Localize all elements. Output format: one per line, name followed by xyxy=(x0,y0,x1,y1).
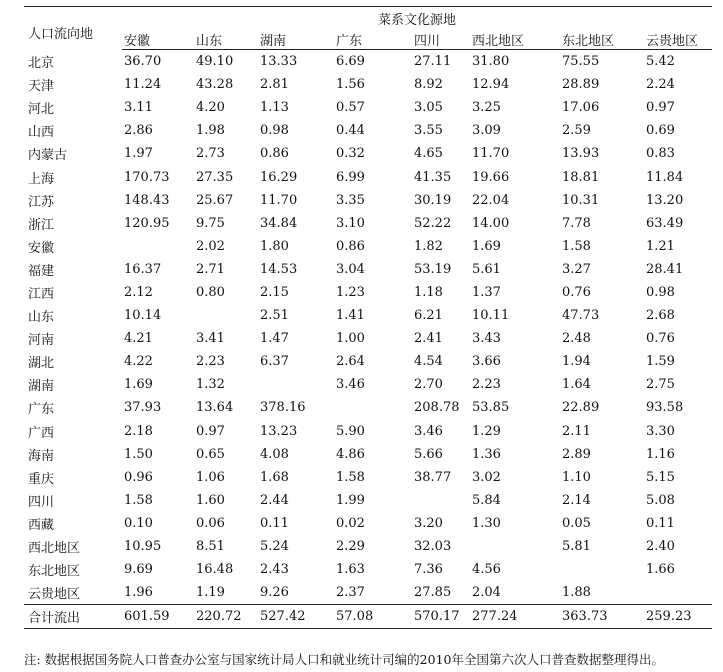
table-cell: 28.41 xyxy=(646,261,684,277)
table-cell xyxy=(334,396,412,419)
table-cell: 3.55 xyxy=(414,123,443,139)
table-cell: 1.58 xyxy=(124,492,153,508)
table-cell: 2.02 xyxy=(196,238,225,254)
table-cell xyxy=(122,235,194,258)
row-label: 湖北 xyxy=(28,356,55,372)
table-cell: 8.92 xyxy=(414,77,443,93)
table-cell: 1.23 xyxy=(336,284,365,300)
table-cell: 0.44 xyxy=(336,123,365,139)
column-header: 山东 xyxy=(194,29,258,50)
table-cell: 5.15 xyxy=(646,469,675,485)
table-cell: 1.69 xyxy=(472,238,501,254)
row-label: 河南 xyxy=(28,333,55,349)
table-cell: 1.59 xyxy=(646,354,675,370)
column-header: 安徽 xyxy=(122,29,194,50)
table-cell: 1.13 xyxy=(260,100,289,116)
row-header: 人口流向地 xyxy=(24,7,122,50)
table-cell: 1.82 xyxy=(414,238,443,254)
table-cell: 378.16 xyxy=(260,400,306,416)
total-label: 合计流出 xyxy=(24,605,122,629)
table-cell: 277.24 xyxy=(470,605,560,629)
table-cell: 2.23 xyxy=(196,354,225,370)
table-cell: 4.22 xyxy=(124,354,153,370)
table-cell: 43.28 xyxy=(196,77,234,93)
table-cell: 5.81 xyxy=(562,539,591,555)
table-cell xyxy=(560,558,644,581)
table-cell: 10.95 xyxy=(124,539,162,555)
row-label: 湖南 xyxy=(28,379,55,395)
table-cell: 32.03 xyxy=(414,539,452,555)
table-cell: 1.99 xyxy=(336,492,365,508)
table-cell: 2.70 xyxy=(414,377,443,393)
table-cell: 0.69 xyxy=(646,123,675,139)
table-cell: 0.32 xyxy=(336,146,365,162)
table-cell: 16.37 xyxy=(124,261,162,277)
table-cell: 9.75 xyxy=(196,215,225,231)
table-cell: 2.71 xyxy=(196,261,225,277)
data-table-container xyxy=(24,6,712,629)
table-cell: 27.85 xyxy=(414,585,452,601)
table-row xyxy=(24,327,712,350)
table-cell: 570.17 xyxy=(412,605,470,629)
column-header: 广东 xyxy=(334,29,412,50)
table-cell: 1.19 xyxy=(196,585,225,601)
table-cell: 1.80 xyxy=(260,238,289,254)
table-cell: 16.29 xyxy=(260,169,298,185)
table-row xyxy=(24,466,712,489)
table-cell: 36.70 xyxy=(124,54,162,70)
row-label: 东北地区 xyxy=(28,564,81,580)
table-cell: 2.15 xyxy=(260,284,289,300)
table-cell: 0.57 xyxy=(336,100,365,116)
row-label: 海南 xyxy=(28,448,55,464)
table-cell: 2.24 xyxy=(646,77,675,93)
table-cell: 0.06 xyxy=(196,515,225,531)
table-row xyxy=(24,420,712,443)
table-cell: 6.21 xyxy=(414,308,443,324)
table-cell: 49.10 xyxy=(196,54,234,70)
table-cell: 0.97 xyxy=(646,100,675,116)
table-row xyxy=(24,281,712,304)
table-cell: 1.98 xyxy=(196,123,225,139)
table-cell: 1.97 xyxy=(124,146,153,162)
table-cell: 3.25 xyxy=(472,100,501,116)
table-cell: 53.85 xyxy=(472,400,510,416)
table-cell: 14.00 xyxy=(472,215,510,231)
table-cell: 2.11 xyxy=(562,423,591,439)
table-cell: 63.49 xyxy=(646,215,684,231)
table-cell: 22.04 xyxy=(472,192,510,208)
table-cell: 1.94 xyxy=(562,354,591,370)
table-cell: 22.89 xyxy=(562,400,600,416)
table-cell: 3.10 xyxy=(336,215,365,231)
row-label: 福建 xyxy=(28,263,55,279)
column-header: 湖南 xyxy=(258,29,334,50)
table-cell: 3.41 xyxy=(196,331,225,347)
table-row xyxy=(24,535,712,558)
table-cell: 19.66 xyxy=(472,169,510,185)
table-cell: 120.95 xyxy=(124,215,170,231)
table-cell: 1.36 xyxy=(472,446,501,462)
table-cell: 6.69 xyxy=(336,54,365,70)
table-cell: 52.22 xyxy=(414,215,452,231)
table-row xyxy=(24,581,712,605)
table-row xyxy=(24,189,712,212)
row-label: 西藏 xyxy=(28,517,55,533)
table-cell: 2.43 xyxy=(260,562,289,578)
table-row xyxy=(24,50,712,74)
table-cell: 3.09 xyxy=(472,123,501,139)
row-label: 上海 xyxy=(28,171,55,187)
row-label: 广东 xyxy=(28,402,55,418)
table-cell: 0.05 xyxy=(562,515,591,531)
table-cell: 5.08 xyxy=(646,492,675,508)
table-row xyxy=(24,512,712,535)
table-row xyxy=(24,258,712,281)
table-row xyxy=(24,235,712,258)
table-cell: 1.63 xyxy=(336,562,365,578)
table-cell: 0.11 xyxy=(260,515,289,531)
table-cell: 1.00 xyxy=(336,331,365,347)
table-cell xyxy=(470,535,560,558)
row-label: 天津 xyxy=(28,79,55,95)
column-header: 四川 xyxy=(412,29,470,50)
table-cell: 5.66 xyxy=(414,446,443,462)
total-row xyxy=(24,605,712,629)
table-cell xyxy=(412,489,470,512)
table-cell: 3.05 xyxy=(414,100,443,116)
table-row xyxy=(24,212,712,235)
table-cell: 2.73 xyxy=(196,146,225,162)
table-cell: 7.78 xyxy=(562,215,591,231)
table-cell: 0.97 xyxy=(196,423,225,439)
table-cell: 27.35 xyxy=(196,169,234,185)
table-cell: 3.43 xyxy=(472,331,501,347)
table-cell: 3.02 xyxy=(472,469,501,485)
table-cell: 13.64 xyxy=(196,400,234,416)
table-cell: 47.73 xyxy=(562,308,600,324)
table-cell: 5.24 xyxy=(260,539,289,555)
table-cell: 0.11 xyxy=(646,515,675,531)
row-label: 四川 xyxy=(28,494,55,510)
table-row xyxy=(24,119,712,142)
table-cell: 13.93 xyxy=(562,146,600,162)
table-cell: 2.68 xyxy=(646,308,675,324)
table-cell: 30.19 xyxy=(414,192,452,208)
table-cell: 0.96 xyxy=(124,469,153,485)
cuisine-migration-table xyxy=(24,6,712,629)
table-cell: 57.08 xyxy=(334,605,412,629)
table-cell: 3.66 xyxy=(472,354,501,370)
table-cell: 16.48 xyxy=(196,562,234,578)
table-row xyxy=(24,350,712,373)
table-cell: 2.29 xyxy=(336,539,365,555)
table-cell: 34.84 xyxy=(260,215,298,231)
table-row xyxy=(24,73,712,96)
table-cell: 1.66 xyxy=(646,562,675,578)
table-cell: 1.58 xyxy=(336,469,365,485)
table-cell: 2.59 xyxy=(562,123,591,139)
table-cell: 3.30 xyxy=(646,423,675,439)
table-cell: 0.02 xyxy=(336,515,365,531)
table-cell: 2.04 xyxy=(472,585,501,601)
table-cell: 1.18 xyxy=(414,284,443,300)
table-cell: 3.11 xyxy=(124,100,153,116)
table-cell: 9.26 xyxy=(260,585,289,601)
table-cell: 2.12 xyxy=(124,284,153,300)
table-cell: 5.42 xyxy=(646,54,675,70)
table-cell: 1.29 xyxy=(472,423,501,439)
row-label: 云贵地区 xyxy=(28,587,81,603)
row-label: 江西 xyxy=(28,286,55,302)
table-row xyxy=(24,165,712,188)
table-cell: 0.98 xyxy=(260,123,289,139)
table-cell: 3.27 xyxy=(562,261,591,277)
group-header: 菜系文化源地 xyxy=(122,7,712,30)
row-label: 西北地区 xyxy=(28,541,81,557)
table-cell: 17.06 xyxy=(562,100,600,116)
table-cell xyxy=(644,581,712,605)
table-cell: 1.68 xyxy=(260,469,289,485)
table-cell: 0.83 xyxy=(646,146,675,162)
table-cell: 7.36 xyxy=(414,562,443,578)
table-cell: 3.20 xyxy=(414,515,443,531)
table-cell: 27.11 xyxy=(414,54,452,70)
table-row xyxy=(24,489,712,512)
table-cell: 4.65 xyxy=(414,146,443,162)
table-cell: 10.11 xyxy=(472,308,510,324)
row-label: 重庆 xyxy=(28,471,55,487)
table-cell: 31.80 xyxy=(472,54,510,70)
table-cell: 208.78 xyxy=(414,400,460,416)
row-label: 浙江 xyxy=(28,217,55,233)
row-label: 内蒙古 xyxy=(28,148,68,164)
table-cell: 1.16 xyxy=(646,446,675,462)
table-cell: 2.75 xyxy=(646,377,675,393)
row-label: 广西 xyxy=(28,425,55,441)
table-cell: 0.10 xyxy=(124,515,153,531)
table-cell: 14.53 xyxy=(260,261,298,277)
column-header: 西北地区 xyxy=(470,29,560,50)
table-cell: 8.51 xyxy=(196,539,225,555)
table-row xyxy=(24,142,712,165)
table-cell: 601.59 xyxy=(122,605,194,629)
table-cell: 1.60 xyxy=(196,492,225,508)
table-cell: 6.99 xyxy=(336,169,365,185)
table-cell: 1.06 xyxy=(196,469,225,485)
table-cell: 1.50 xyxy=(124,446,153,462)
table-cell: 11.84 xyxy=(646,169,684,185)
table-cell: 13.33 xyxy=(260,54,298,70)
table-cell: 12.94 xyxy=(472,77,510,93)
table-cell: 5.84 xyxy=(472,492,501,508)
table-cell: 259.23 xyxy=(644,605,712,629)
table-cell: 41.35 xyxy=(414,169,452,185)
table-row xyxy=(24,373,712,396)
table-cell: 3.46 xyxy=(336,377,365,393)
table-cell: 2.89 xyxy=(562,446,591,462)
table-row xyxy=(24,304,712,327)
table-cell: 1.96 xyxy=(124,585,153,601)
row-label: 安徽 xyxy=(28,240,55,256)
row-label: 江苏 xyxy=(28,194,55,210)
table-cell: 2.41 xyxy=(414,331,443,347)
table-cell: 0.86 xyxy=(260,146,289,162)
row-label: 山东 xyxy=(28,310,55,326)
table-cell: 0.80 xyxy=(196,284,225,300)
table-cell: 28.89 xyxy=(562,77,600,93)
table-cell: 1.69 xyxy=(124,377,153,393)
table-cell: 2.86 xyxy=(124,123,153,139)
table-cell: 2.81 xyxy=(260,77,289,93)
table-cell: 1.32 xyxy=(196,377,225,393)
table-cell: 1.41 xyxy=(336,308,365,324)
table-cell: 527.42 xyxy=(258,605,334,629)
table-cell: 3.04 xyxy=(336,261,365,277)
table-cell: 10.31 xyxy=(562,192,600,208)
table-cell: 11.70 xyxy=(260,192,298,208)
row-label: 北京 xyxy=(28,55,55,71)
table-cell: 1.47 xyxy=(260,331,289,347)
table-cell: 0.76 xyxy=(646,331,675,347)
table-cell: 4.86 xyxy=(336,446,365,462)
table-cell: 11.70 xyxy=(472,146,510,162)
column-header: 云贵地区 xyxy=(644,29,712,50)
table-cell: 2.44 xyxy=(260,492,289,508)
table-cell: 170.73 xyxy=(124,169,170,185)
table-cell: 4.20 xyxy=(196,100,225,116)
table-cell: 53.19 xyxy=(414,261,452,277)
table-cell: 38.77 xyxy=(414,469,452,485)
table-cell: 75.55 xyxy=(562,54,600,70)
table-cell: 18.81 xyxy=(562,169,600,185)
table-cell: 148.43 xyxy=(124,192,170,208)
table-row xyxy=(24,443,712,466)
table-cell: 2.51 xyxy=(260,308,289,324)
table-cell: 37.93 xyxy=(124,400,162,416)
table-cell: 1.56 xyxy=(336,77,365,93)
table-cell: 0.98 xyxy=(646,284,675,300)
table-cell: 363.73 xyxy=(560,605,644,629)
table-cell: 1.30 xyxy=(472,515,501,531)
row-label: 河北 xyxy=(28,102,55,118)
table-row xyxy=(24,96,712,119)
table-cell: 3.35 xyxy=(336,192,365,208)
table-cell: 1.21 xyxy=(646,238,675,254)
table-cell: 5.61 xyxy=(472,261,501,277)
table-cell: 4.21 xyxy=(124,331,153,347)
column-header: 东北地区 xyxy=(560,29,644,50)
table-cell: 2.48 xyxy=(562,331,591,347)
table-cell: 9.69 xyxy=(124,562,153,578)
table-cell: 1.10 xyxy=(562,469,591,485)
table-cell: 1.64 xyxy=(562,377,591,393)
table-cell: 2.14 xyxy=(562,492,591,508)
table-cell: 13.23 xyxy=(260,423,298,439)
table-cell: 11.24 xyxy=(124,77,162,93)
table-cell: 2.40 xyxy=(646,539,675,555)
table-cell: 1.58 xyxy=(562,238,591,254)
table-cell: 1.37 xyxy=(472,284,501,300)
table-footnote: 注: 数据根据国务院人口普查办公室与国家统计局人口和就业统计司编的2010年全国第六次人口普查数据整理得出。 xyxy=(24,652,664,667)
table-cell: 0.86 xyxy=(336,238,365,254)
table-row xyxy=(24,396,712,419)
table-cell: 4.08 xyxy=(260,446,289,462)
table-cell: 13.20 xyxy=(646,192,684,208)
table-cell: 6.37 xyxy=(260,354,289,370)
table-cell: 10.14 xyxy=(124,308,162,324)
table-cell: 93.58 xyxy=(646,400,684,416)
table-cell: 4.54 xyxy=(414,354,443,370)
table-cell: 2.23 xyxy=(472,377,501,393)
table-cell: 25.67 xyxy=(196,192,234,208)
table-row xyxy=(24,558,712,581)
table-cell: 5.90 xyxy=(336,423,365,439)
table-cell: 3.46 xyxy=(414,423,443,439)
table-cell: 220.72 xyxy=(194,605,258,629)
table-cell: 2.37 xyxy=(336,585,365,601)
row-label: 山西 xyxy=(28,125,55,141)
table-cell: 1.88 xyxy=(562,585,591,601)
table-cell: 2.18 xyxy=(124,423,153,439)
table-cell: 0.76 xyxy=(562,284,591,300)
table-cell xyxy=(194,304,258,327)
table-cell: 4.56 xyxy=(472,562,501,578)
table-cell xyxy=(258,373,334,396)
table-cell: 2.64 xyxy=(336,354,365,370)
table-cell: 0.65 xyxy=(196,446,225,462)
